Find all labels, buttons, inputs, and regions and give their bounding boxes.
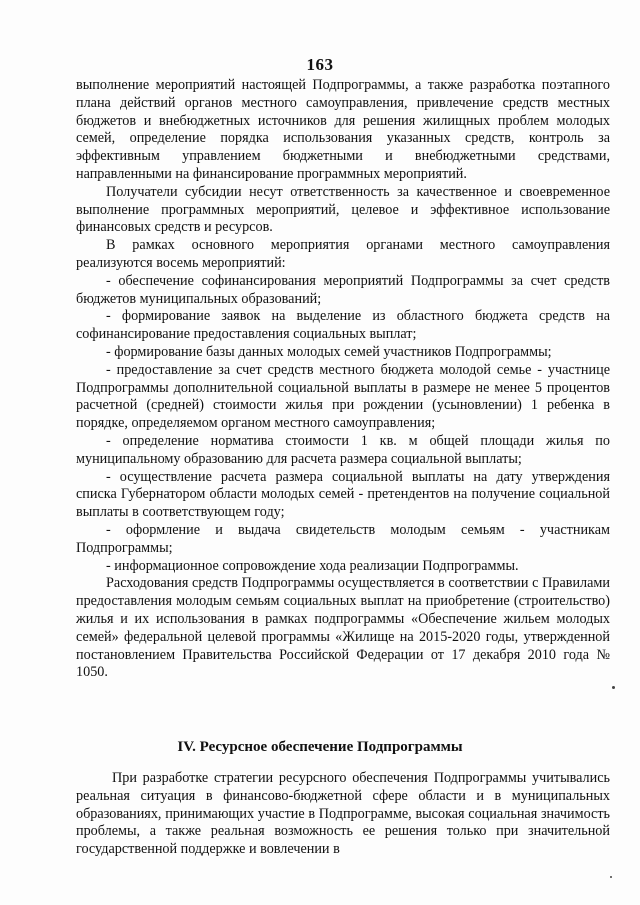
- scan-speck: [612, 686, 615, 689]
- section-heading: IV. Ресурсное обеспечение Подпрограммы: [177, 739, 463, 755]
- section-body-text: [76, 770, 610, 859]
- paragraph: В рамках основного мероприятия органами местного самоуправления реализуются восемь мероприятий:: [76, 237, 610, 271]
- page-number: 163: [306, 55, 334, 74]
- list-item: - предоставление за счет средств местного бюджета молодой семье - участнице Подпрограммы дополнительной социальной выплаты в размере не менее 5 процентов расчетной (средней) стоимости жилья при рождении (усыновлении) 1 ребенка в порядке, определяемом органом местного самоуправления;: [76, 361, 610, 432]
- list-item: - обеспечение софинансирования мероприятий Подпрограммы за счет средств бюджетов муниципальных образований;: [76, 272, 610, 307]
- scan-speck: [610, 876, 612, 878]
- list-item: - формирование заявок на выделение из областного бюджета средств на софинансирование предоставления социальных выплат;: [76, 308, 610, 343]
- paragraph: Получатели субсидии несут ответственность за качественное и своевременное выполнение программных мероприятий, целевое и эффективное использование финансовых средств и ресурсов.: [76, 183, 610, 236]
- list-item: - определение норматива стоимости 1 кв. м общей площади жилья по муниципальному образованию для расчета размера социальной выплаты;: [76, 432, 610, 467]
- list-item: - информационное сопровождение хода реализации Подпрограммы.: [106, 557, 519, 574]
- list-item: - формирование базы данных молодых семей участников Подпрограммы;: [106, 343, 552, 360]
- body-text: [76, 77, 610, 682]
- list-item: - осуществление расчета размера социальной выплаты на дату утверждения списка Губернатором области молодых семей - претендентов на получение социальной выплаты в соответствующем году;: [76, 468, 610, 521]
- paragraph: При разработке стратегии ресурсного обеспечения Подпрограммы учитывались реальная ситуация в финансово-бюджетной сфере области и в муниципальных образованиях, принимающих участие в Подпрограмме, высокая социальная значимость проблемы, а также реальная возможность ее решения только при значительной государственной поддержке и вовлечении в: [76, 770, 610, 858]
- paragraph: выполнение мероприятий настоящей Подпрограммы, а также разработка поэтапного плана действий органов местного самоуправления, привлечение средств местных бюджетов и внебюджетных источников для решения жилищных проблем молодых семей, определение порядка использования указанных средств, контроль за эффективным управлением бюджетными и внебюджетными средствами, направленными на финансирование программных мероприятий.: [76, 77, 610, 182]
- paragraph: Расходования средств Подпрограммы осуществляется в соответствии с Правилами предоставления молодым семьям социальных выплат на приобретение (строительство) жилья и их использования в рамках подпрограммы «Обеспечение жильем молодых семей» федеральной целевой программы «Жилище на 2015-2020 годы, утвержденной постановлением Правительства Российской Федерации от 17 декабря 2010 года № 1050.: [76, 575, 610, 681]
- list-item: - оформление и выдача свидетельств молодым семьям - участникам Подпрограммы;: [76, 521, 610, 556]
